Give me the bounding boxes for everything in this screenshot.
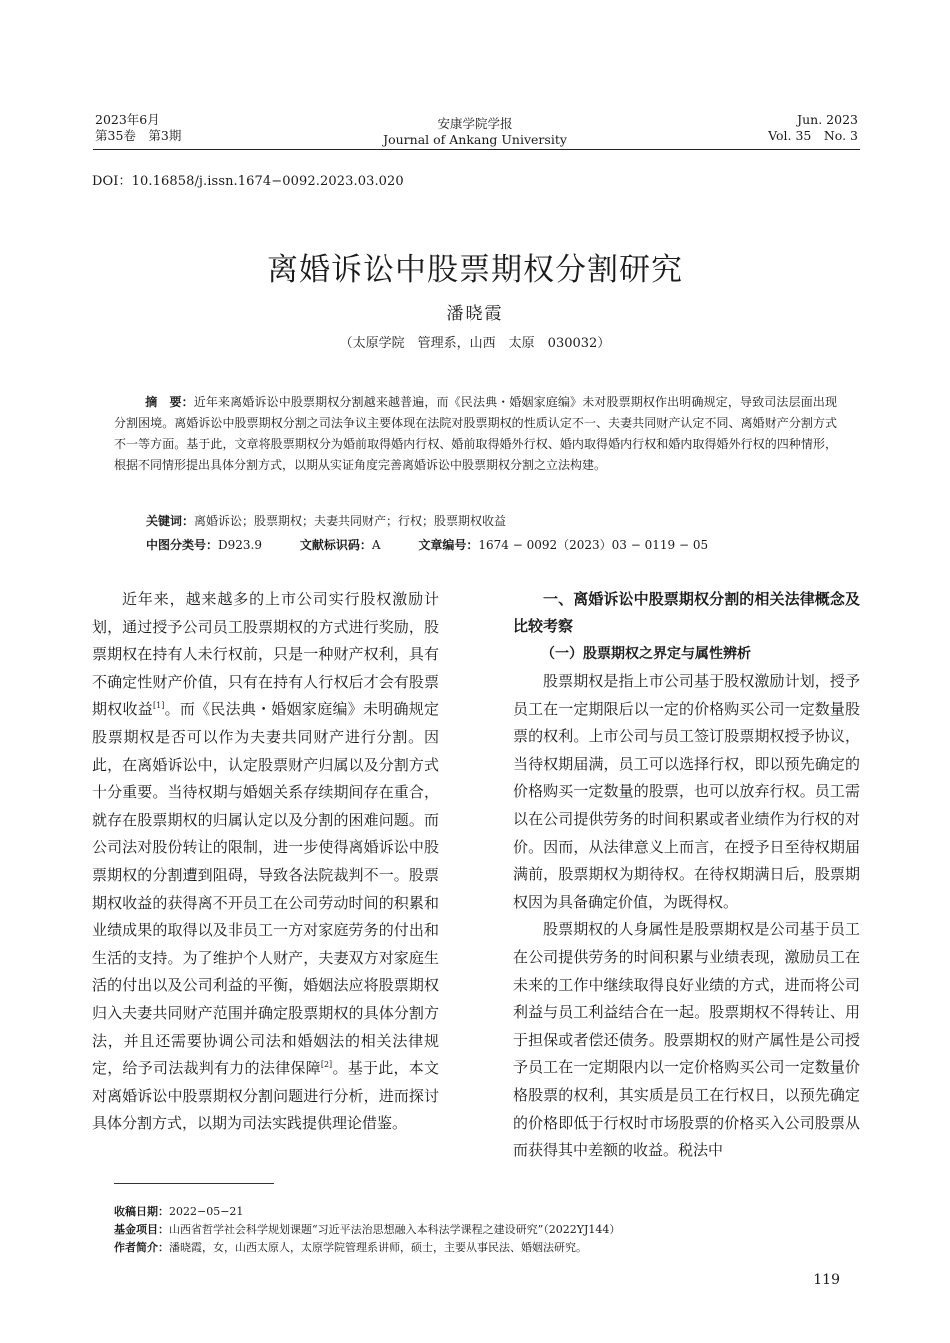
section-heading: 一、离婚诉讼中股票期权分割的相关法律概念及比较考察 xyxy=(513,590,860,635)
header-volume-en: Vol. 35 No. 3 xyxy=(768,128,858,143)
header-date: 2023年6月 xyxy=(95,112,160,127)
author-affiliation: （太原学院 管理系，山西 太原 030032） xyxy=(339,336,611,351)
abstract-label: 摘 要： xyxy=(145,395,194,409)
citation-2[interactable]: [2] xyxy=(320,1060,333,1070)
doi[interactable]: DOI：10.16858/j.issn.1674−0092.2023.03.020 xyxy=(92,174,404,189)
abstract xyxy=(114,392,837,476)
header-journal-cn: 安康学院学报 xyxy=(437,116,513,131)
keywords-text: 离婚诉讼；股票期权；夫妻共同财产；行权；股票期权收益 xyxy=(194,514,507,528)
citation-1[interactable]: [1] xyxy=(153,701,165,711)
classification-info xyxy=(146,536,846,553)
doc-code: 文献标识码：A xyxy=(299,538,381,552)
footnote-author-bio: 作者简介：潘晓霞，女，山西太原人，太原学院管理系讲师，硕士，主要从事民法、婚姻法研究。 xyxy=(114,1241,587,1254)
keywords-label: 关键词： xyxy=(146,514,195,528)
header-rule xyxy=(93,149,860,150)
paper-title: 离婚诉讼中股票期权分割研究 xyxy=(267,252,683,288)
body-right-column xyxy=(513,586,860,1165)
article-number: 文章编号：1674 − 0092（2023）03 − 0119 − 05 xyxy=(418,538,709,552)
body-left-column xyxy=(92,586,439,1138)
footnote-rule xyxy=(114,1183,274,1184)
footnote-fund: 基金项目：山西省哲学社会科学规划课题“习近平法治思想融入本科法学课程之建设研究”（2022YJ144） xyxy=(114,1223,621,1236)
author-name: 潘晓霞 xyxy=(446,304,504,324)
clc-number: 中图分类号：D923.9 xyxy=(146,538,262,552)
body-paragraph: 股票期权的人身属性是股票期权是公司基于员工在公司提供劳务的时间积累与业绩表现，激励员工在未来的工作中继续取得良好业绩的方式，进而将公司利益与员工利益结合在一起。股票期权不得转让、用于担保或者偿还债务。股票期权的财产属性是公司授予员工在一定期限内以一定价格购买公司一定数量价格股票的权利，其实质是员工在行权日，以预先确定的价格即低于行权时市场股票的价格买入公司股票从而获得其中差额的收益。税法中 xyxy=(513,920,860,1160)
footnote-received: 收稿日期：2022−05−21 xyxy=(114,1205,244,1218)
intro-paragraph: 近年来，越来越多的上市公司实行股权激励计划，通过授予公司员工股票期权的方式进行奖励，股票期权在持有人未行权前，只是一种财产权利，具有不确定性财产价值，只有在持有人行权后才会有股票期权收益[1]。而《民法典・婚姻家庭编》未明确规定股票期权是否可以作为夫妻共同财产进行分割。因此，在离婚诉讼中，认定股票财产归属以及分割方式十分重要。当待权期与婚姻关系存续期间存在重合，就存在股票期权的归属认定以及分割的困难问题。而公司法对股份转让的限制，进一步使得离婚诉讼中股票期权的分割遭到阻碍，导致各法院裁判不一。股票期权收益的获得离不开员工在公司劳动时间的积累和业绩成果的取得以及非员工一方对家庭劳务的付出和生活的支持。为了维护个人财产，夫妻双方对家庭生活的付出以及公司利益的平衡，婚姻法应将股票期权归入夫妻共同财产范围并确定股票期权的具体分割方法，并且还需要协调公司法和婚姻法的相关法律规定，给予司法裁判有力的法律保障[2]。基于此，本文对离婚诉讼中股票期权分割问题进行分析，进而探讨具体分割方式，以期为司法实践提供理论借鉴。 xyxy=(92,590,439,1133)
header-volume: 第35卷 第3期 xyxy=(95,128,182,143)
abstract-text: 近年来离婚诉讼中股票期权分割越来越普遍，而《民法典・婚姻家庭编》未对股票期权作出明确规定，导致司法层面出现分割困境。离婚诉讼中股票期权分割之司法争议主要体现在法院对股票期权的性质认定不一、夫妻共同财产认定不同、离婚财产分割方式不一等方面。基于此，文章将股票期权分为婚前取得婚内行权、婚前取得婚外行权、婚内取得婚内行权和婚内取得婚外行权的四种情形，根据不同情形提出具体分割方式，以期从实证角度完善离婚诉讼中股票期权分割之立法构建。 xyxy=(114,395,837,472)
body-paragraph: 股票期权是指上市公司基于股权激励计划，授予员工在一定期限后以一定的价格购买公司一定数量股票的权利。上市公司与员工签订股票期权授予协议，当待权期届满，员工可以选择行权，即以预先确定的价格购买一定数量的股票，也可以放弃行权。员工需以在公司提供劳务的时间积累或者业绩作为行权的对价。因而，从法律意义上而言，在授予日至待权期届满前，股票期权为期待权。在待权期满日后，股票期权因为具备确定价值，为既得权。 xyxy=(513,672,860,911)
header-journal-en: Journal of Ankang University xyxy=(383,132,567,147)
page-number: 119 xyxy=(813,1272,840,1288)
header-date-en: Jun. 2023 xyxy=(797,112,858,127)
header-issue-en xyxy=(768,112,858,144)
subsection-heading: （一）股票期权之界定与属性辨析 xyxy=(541,646,751,662)
keywords xyxy=(146,512,506,529)
